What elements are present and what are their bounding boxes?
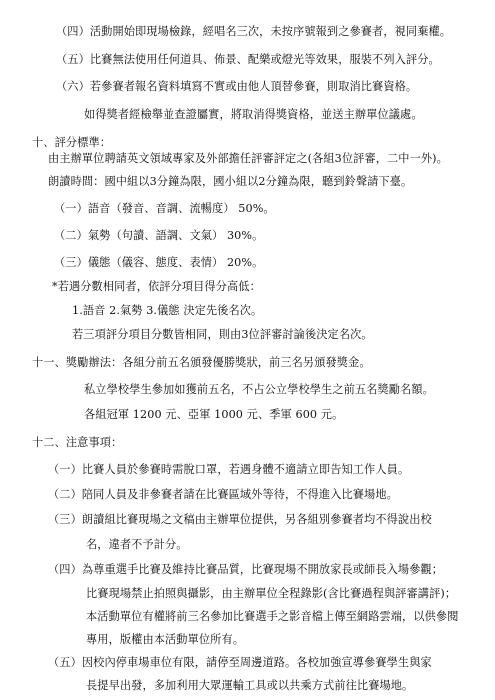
text-line: *若遇分數相同者，依評分項目得分高低： xyxy=(52,280,261,293)
text-line: （三）儀態（儀容、態度、表情） 20%。 xyxy=(54,256,264,269)
text-line: 1.語音 2.氣勢 3.儀態 決定先後名次。 xyxy=(72,304,263,317)
text-line: （四）為尊重選手比賽及維持比賽品質，比賽現場不開放家長或師長入場參觀； xyxy=(48,563,444,576)
text-line: 長提早出發，多加利用大眾運輸工具或以共乘方式前往比賽場地。 xyxy=(86,679,414,692)
text-line: （三）朗讀組比賽現場之文稿由主辦單位提供，另各組別參賽者均不得說出校 xyxy=(48,513,432,526)
text-line: （一）比賽人員於參賽時需脫口罩，若遇身體不適請立即告知工作人員。 xyxy=(48,463,410,476)
text-line: 十、評分標準： xyxy=(32,136,112,149)
text-line: 朗讀時間：國中組以3分鐘為限，國小組以2分鐘為限，聽到鈴聲請下臺。 xyxy=(48,175,413,188)
text-line: 若三項評分項目分數皆相同，則由3位評審討論後決定名次。 xyxy=(72,328,373,341)
text-line: （五）因校內停車場車位有限，請停至周邊道路。各校加強宣導參賽學生與家 xyxy=(48,656,432,669)
text-line: 名，違者不予計分。 xyxy=(86,538,188,551)
text-line: 私立學校學生參加如獲前五名，不占公立學校學生之前五名獎勵名額。 xyxy=(84,383,434,396)
text-line: （二）氣勢（句讀、語調、文氣） 30%。 xyxy=(54,229,264,242)
text-line: （五）比賽無法使用任何道具、佈景、配樂或燈光等效果，服裝不列入評分。 xyxy=(56,53,440,66)
text-line: 比賽現場禁止拍照與攝影，由主辦單位全程錄影(含比賽過程與評審講評)； xyxy=(86,587,457,600)
text-line: （四）活動開始即現場檢錄，經唱名三次，未按序號報到之參賽者，視同棄權。 xyxy=(56,25,452,38)
text-line: 各組冠軍 1200 元、亞軍 1000 元、季軍 600 元。 xyxy=(84,408,344,421)
text-line: 本活動單位有權將前三名參加比賽選手之影音檔上傳至網路雲端，以供參閱 xyxy=(86,610,459,623)
text-line: 由主辦單位聘請英文領域專家及外部擔任評審評定之(各組3位評審，二中一外)。 xyxy=(48,152,448,165)
text-line: 如得獎者經檢舉並查證屬實，將取消得獎資格，並送主辦單位議處。 xyxy=(84,108,423,121)
text-line: （二）陪同人員及非參賽者請在比賽區域外等待，不得進入比賽場地。 xyxy=(48,488,398,501)
text-line: 十一、獎勵辦法：各組分前五名頒發優勝獎狀，前三名另頒發獎金。 xyxy=(32,356,371,369)
text-line: 十二、注意事項： xyxy=(32,436,123,449)
text-line: （一）語音（發音、音調、流暢度） 50%。 xyxy=(54,202,275,215)
text-line: 專用，版權由本活動單位所有。 xyxy=(86,633,245,646)
text-line: （六）若參賽者報名資料填寫不實或由他人頂替參賽，則取消比賽資格。 xyxy=(56,80,418,93)
